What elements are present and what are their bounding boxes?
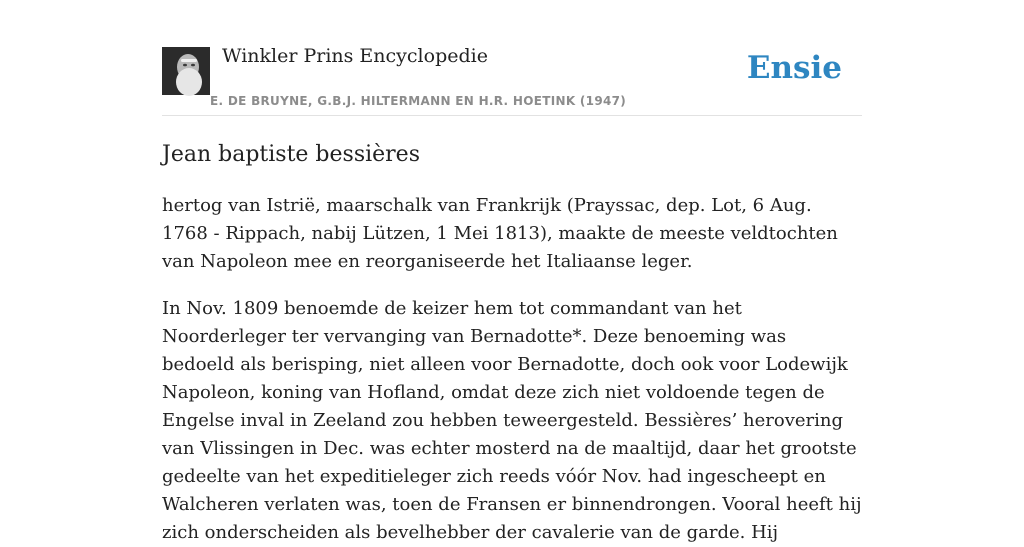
- entry-paragraph: In Nov. 1809 benoemde de keizer hem tot commandant van het Noorderleger ter vervanging van Bernadotte*. Deze benoeming was bedoeld als berisping, niet alleen voor Bernadotte, doch ook voor Lodewijk Napoleon, koning van Hofland, omdat deze zich niet voldoende tegen de Engelse inval in Zeeland zou hebben teweergesteld. Bessières’ herovering van Vlissingen in Dec. was echter mosterd na de maaltijd, daar het grootste gedeelte van het expeditieleger zich reeds vóór Nov. had ingescheept en Walcheren verlaten was, toen de Fransen er binnendrongen. Vooral heeft hij zich onderscheiden als bevelhebber der cavalerie van de garde. Hij: [162, 298, 862, 543]
- encyclopedia-title[interactable]: Winkler Prins Encyclopedie: [222, 45, 488, 67]
- entry-title: Jean baptiste bessières: [162, 142, 420, 167]
- ensie-logo-link[interactable]: Ensie: [746, 50, 842, 86]
- header: [162, 0, 862, 116]
- entry-paragraph: hertog van Istrië, maarschalk van Frankrijk (Prayssac, dep. Lot, 6 Aug. 1768 - Rippach, nabij Lützen, 1 Mei 1813), maakte de meeste veldtochten van Napoleon mee en reorganiseerde het Italiaanse leger.: [162, 195, 838, 272]
- encyclopedia-authors: E. DE BRUYNE, G.B.J. HILTERMANN EN H.R. HOETINK (1947): [210, 94, 627, 108]
- content-container: [162, 0, 862, 547]
- author-avatar: [162, 47, 210, 95]
